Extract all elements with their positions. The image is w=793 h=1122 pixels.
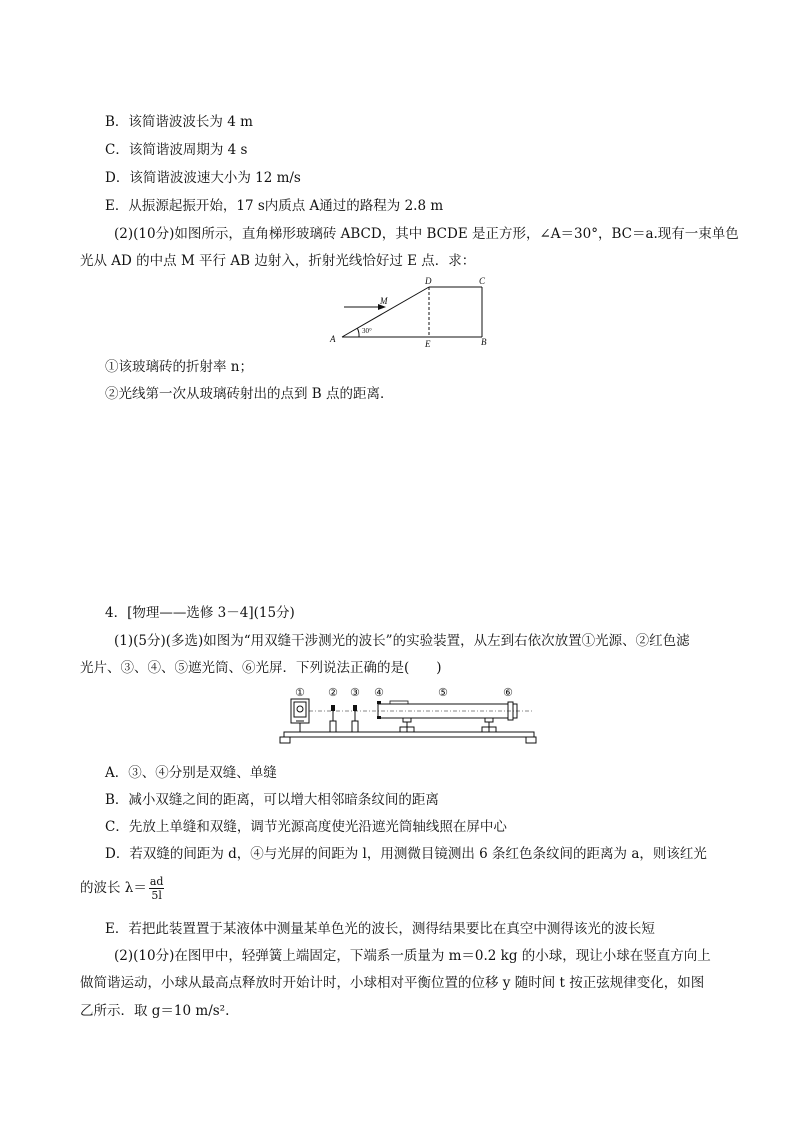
wavelength-prefix: 的波长 λ＝ xyxy=(80,880,147,896)
q3-option-d: D．该简谐波波速大小为 12 m/s xyxy=(105,170,301,186)
q4-header: 4．[物理——选修 3－4](15分) xyxy=(105,605,295,621)
apparatus-figure xyxy=(278,683,540,751)
q3-part2-line1: (2)(10分)如图所示，直角梯形玻璃砖 ABCD，其中 BCDE 是正方形，∠A＝30°，BC＝a.现有一束单色 xyxy=(114,226,739,242)
fraction-numerator: ad xyxy=(149,875,164,888)
q3-option-c: C．该简谐波周期为 4 s xyxy=(105,142,248,158)
q4-option-a: A．③、④分别是双缝、单缝 xyxy=(105,765,277,781)
q4-part1-line2: 光片、③、④、⑤遮光筒、⑥光屏．下列说法正确的是( ) xyxy=(80,660,442,676)
label-b: B xyxy=(481,337,487,347)
label-e: E xyxy=(425,339,431,349)
q3-ask2: ②光线第一次从玻璃砖射出的点到 B 点的距离． xyxy=(105,386,394,402)
q4-part2-line1: (2)(10分)在图甲中，轻弹簧上端固定，下端系一质量为 m＝0.2 kg 的小球，现让小球在竖直方向上 xyxy=(114,948,711,964)
apparatus-label-3: ③ xyxy=(350,686,360,699)
apparatus-label-2: ② xyxy=(328,686,338,699)
apparatus-label-4: ④ xyxy=(374,686,384,699)
wavelength-fraction xyxy=(149,875,165,902)
q4-part2-line3: 乙所示．取 g＝10 m/s². xyxy=(80,1003,230,1019)
label-m: M xyxy=(380,296,388,306)
apparatus-label-1: ① xyxy=(295,686,305,699)
label-d: D xyxy=(425,276,432,286)
q4-option-e: E．若把此装置置于某液体中测量某单色光的波长，测得结果要比在真空中测得该光的波长短 xyxy=(105,921,655,937)
q3-ask1: ①该玻璃砖的折射率 n； xyxy=(105,359,253,375)
fraction-denominator: 5l xyxy=(151,889,162,902)
trapezoid-figure xyxy=(326,272,496,350)
q4-option-c: C．先放上单缝和双缝，调节光源高度使光沿遮光筒轴线照在屏中心 xyxy=(105,819,507,835)
q4-part1-line1: (1)(5分)(多选)如图为“用双缝干涉测光的波长”的实验装置，从左到右依次放置①光源、②红色滤 xyxy=(114,633,690,649)
q4-option-d-line1: D．若双缝的间距为 d，④与光屏的间距为 l，用测微目镜测出 6 条红色条纹间的距离为 a，则该红光 xyxy=(105,846,707,862)
label-angle: 30° xyxy=(362,327,372,335)
q4-option-b: B．减小双缝之间的距离，可以增大相邻暗条纹间的距离 xyxy=(105,792,439,808)
label-a: A xyxy=(330,334,336,344)
apparatus-label-5: ⑤ xyxy=(438,686,448,699)
q3-part2-line2: 光从 AD 的中点 M 平行 AB 边射入，折射光线恰好过 E 点．求： xyxy=(80,253,476,269)
q3-option-b: B．该简谐波波长为 4 m xyxy=(105,114,253,130)
q3-option-e: E．从振源起振开始，17 s内质点 A通过的路程为 2.8 m xyxy=(105,198,444,214)
apparatus-label-6: ⑥ xyxy=(503,686,513,699)
q4-option-d-line2 xyxy=(80,875,164,902)
q4-part2-line2: 做简谐运动，小球从最高点释放时开始计时，小球相对平衡位置的位移 y 随时间 t 按正弦规律变化，如图 xyxy=(80,975,705,991)
label-c: C xyxy=(479,276,486,286)
